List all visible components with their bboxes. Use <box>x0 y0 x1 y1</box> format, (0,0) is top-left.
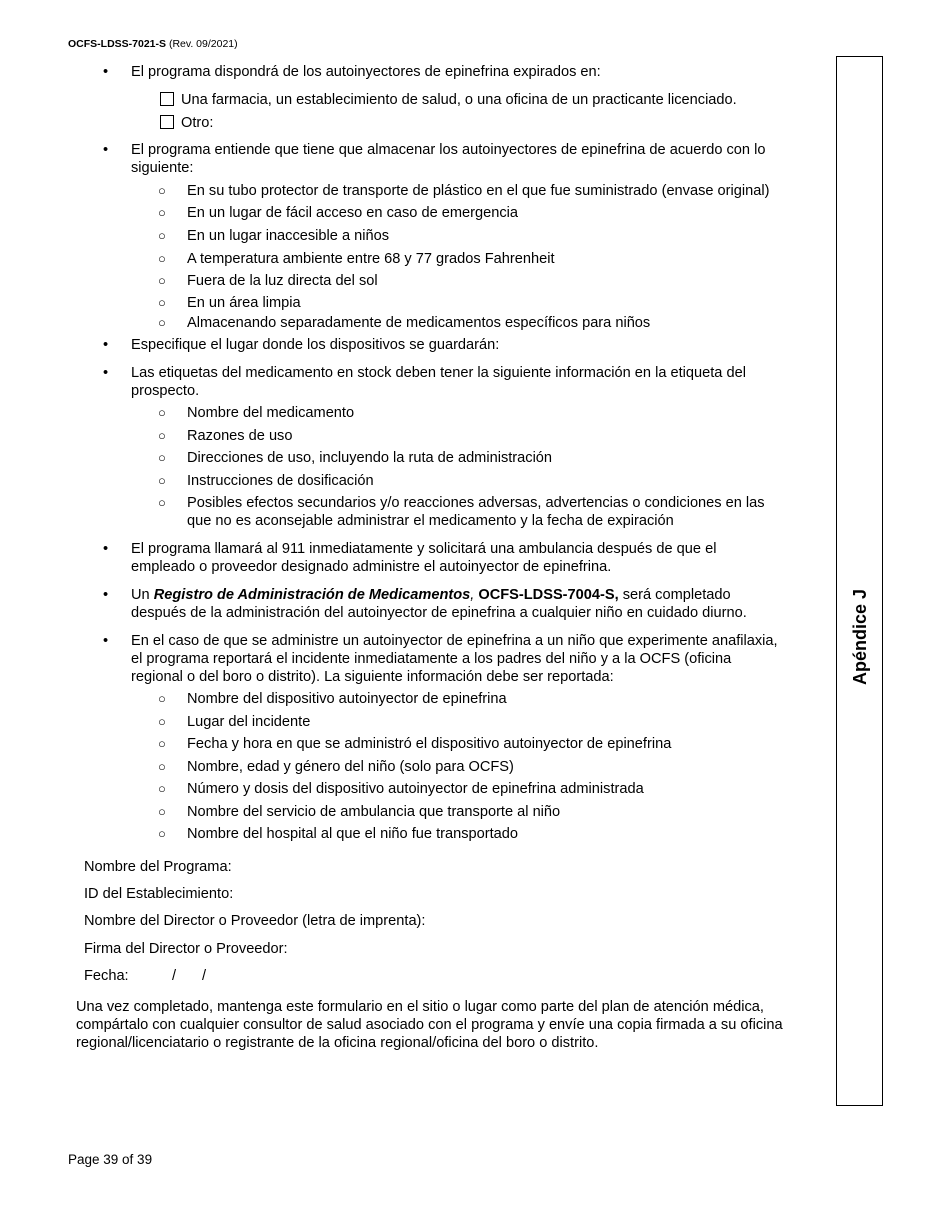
disposal-text: El programa dispondrá de los autoinyectores de epinefrina expirados en: <box>131 64 601 80</box>
option-pharmacy: Una farmacia, un establecimiento de salud, o una oficina de un practicante licenciado. <box>181 92 737 108</box>
bullet-icon: • <box>103 142 109 158</box>
storage-text-line1: El programa entiende que tiene que almacenar los autoinyectores de epinefrina de acuerdo con lo <box>131 142 766 158</box>
circle-bullet-icon: ○ <box>158 736 166 751</box>
circle-bullet-icon: ○ <box>158 428 166 443</box>
storage-item: En su tubo protector de transporte de plástico en el que fue suministrado (envase original) <box>187 183 770 199</box>
appendix-side-box <box>836 56 883 1106</box>
storage-item: En un lugar de fácil acceso en caso de emergencia <box>187 205 518 221</box>
circle-bullet-icon: ○ <box>158 781 166 796</box>
appendix-label: Apéndice J <box>849 588 870 686</box>
circle-bullet-icon: ○ <box>158 228 166 243</box>
storage-item: En un área limpia <box>187 295 301 311</box>
closing-line2: compártalo con cualquier consultor de salud asociado con el programa y envíe una copia firmada a su oficina <box>76 1017 783 1033</box>
facility-id-label: ID del Establecimiento: <box>84 886 234 902</box>
circle-bullet-icon: ○ <box>158 450 166 465</box>
report-item: Nombre del dispositivo autoinyector de epinefrina <box>187 691 507 707</box>
labels-text-line2: prospecto. <box>131 383 200 399</box>
circle-bullet-icon: ○ <box>158 473 166 488</box>
report-line3: regional o del boro o distrito). La siguiente información debe ser reportada: <box>131 669 614 685</box>
registry-code: OCFS-LDSS-7004-S, <box>478 587 619 603</box>
circle-bullet-icon: ○ <box>158 405 166 420</box>
labels-item-side-effects-line2: que no es aconsejable administrar el medicamento y la fecha de expiración <box>187 513 674 529</box>
program-name-label: Nombre del Programa: <box>84 859 232 875</box>
page-number: Page 39 of 39 <box>68 1152 153 1167</box>
labels-item: Razones de uso <box>187 428 293 444</box>
storage-item: Almacenando separadamente de medicamentos específicos para niños <box>187 315 651 331</box>
storage-item: A temperatura ambiente entre 68 y 77 grados Fahrenheit <box>187 251 555 267</box>
report-line1: En el caso de que se administre un autoinyector de epinefrina a un niño que experimente anafilaxia, <box>131 633 778 649</box>
circle-bullet-icon: ○ <box>158 759 166 774</box>
bullet-icon: • <box>103 633 109 649</box>
report-item: Lugar del incidente <box>187 714 311 730</box>
option-other: Otro: <box>181 115 214 131</box>
report-item: Fecha y hora en que se administró el dispositivo autoinyector de epinefrina <box>187 736 672 752</box>
checkbox-other[interactable] <box>160 115 174 129</box>
labels-item: Nombre del medicamento <box>187 405 355 421</box>
registry-comma: , <box>470 587 479 603</box>
bullet-icon: • <box>103 337 109 353</box>
form-revision: (Rev. 09/2021) <box>168 38 238 50</box>
storage-item: En un lugar inaccesible a niños <box>187 228 390 244</box>
registry-rest: será completado <box>618 587 731 603</box>
report-line2: el programa reportará el incidente inmediatamente a los padres del niño y a la OCFS (oficina <box>131 651 732 667</box>
circle-bullet-icon: ○ <box>158 205 166 220</box>
closing-paragraph <box>76 998 836 1052</box>
bullet-icon: • <box>103 541 109 557</box>
circle-bullet-icon: ○ <box>158 804 166 819</box>
labels-item-side-effects-line1: Posibles efectos secundarios y/o reacciones adversas, advertencias o condiciones en las <box>187 495 765 511</box>
report-item: Número y dosis del dispositivo autoinyector de epinefrina administrada <box>187 781 644 797</box>
labels-item: Instrucciones de dosificación <box>187 473 374 489</box>
circle-bullet-icon: ○ <box>158 251 166 266</box>
closing-line3: regional/licenciatario o registrante de la oficina regional/oficina del boro o distrito. <box>76 1035 599 1051</box>
director-signature-label: Firma del Director o Proveedor: <box>84 941 288 957</box>
labels-text-line1: Las etiquetas del medicamento en stock deben tener la siguiente información en la etiqueta del <box>131 365 746 381</box>
circle-bullet-icon: ○ <box>158 826 166 841</box>
registry-line1 <box>131 586 831 604</box>
report-item: Nombre del hospital al que el niño fue transportado <box>187 826 519 842</box>
date-separator: / <box>172 968 177 984</box>
bullet-icon: • <box>103 587 109 603</box>
storage-item: Fuera de la luz directa del sol <box>187 273 378 289</box>
registry-prefix: Un <box>131 587 154 603</box>
circle-bullet-icon: ○ <box>158 714 166 729</box>
closing-line1: Una vez completado, mantenga este formulario en el sitio o lugar como parte del plan de atención médica, <box>76 999 764 1015</box>
location-text: Especifique el lugar donde los dispositivos se guardarán: <box>131 337 500 353</box>
date-separator: / <box>202 968 207 984</box>
circle-bullet-icon: ○ <box>158 295 166 310</box>
call911-line1: El programa llamará al 911 inmediatamente y solicitará una ambulancia después de que el <box>131 541 717 557</box>
director-name-label: Nombre del Director o Proveedor (letra de imprenta): <box>84 913 426 929</box>
report-item: Nombre, edad y género del niño (solo para OCFS) <box>187 759 514 775</box>
circle-bullet-icon: ○ <box>158 495 166 510</box>
storage-text-line2: siguiente: <box>131 160 194 176</box>
checkbox-pharmacy[interactable] <box>160 92 174 106</box>
call911-line2: empleado o proveedor designado administre el autoinyector de epinefrina. <box>131 559 612 575</box>
registry-line2: después de la administración del autoinyector de epinefrina a cualquier niño en cuidado diurno. <box>131 605 747 621</box>
report-item: Nombre del servicio de ambulancia que transporte al niño <box>187 804 561 820</box>
labels-item: Direcciones de uso, incluyendo la ruta de administración <box>187 450 553 466</box>
bullet-icon: • <box>103 64 109 80</box>
circle-bullet-icon: ○ <box>158 183 166 198</box>
registry-title: Registro de Administración de Medicamentos <box>153 587 471 603</box>
circle-bullet-icon: ○ <box>158 273 166 288</box>
circle-bullet-icon: ○ <box>158 691 166 706</box>
form-code: OCFS-LDSS-7021-S <box>68 38 167 50</box>
circle-bullet-icon: ○ <box>158 315 166 330</box>
date-label: Fecha: <box>84 968 129 984</box>
bullet-icon: • <box>103 365 109 381</box>
